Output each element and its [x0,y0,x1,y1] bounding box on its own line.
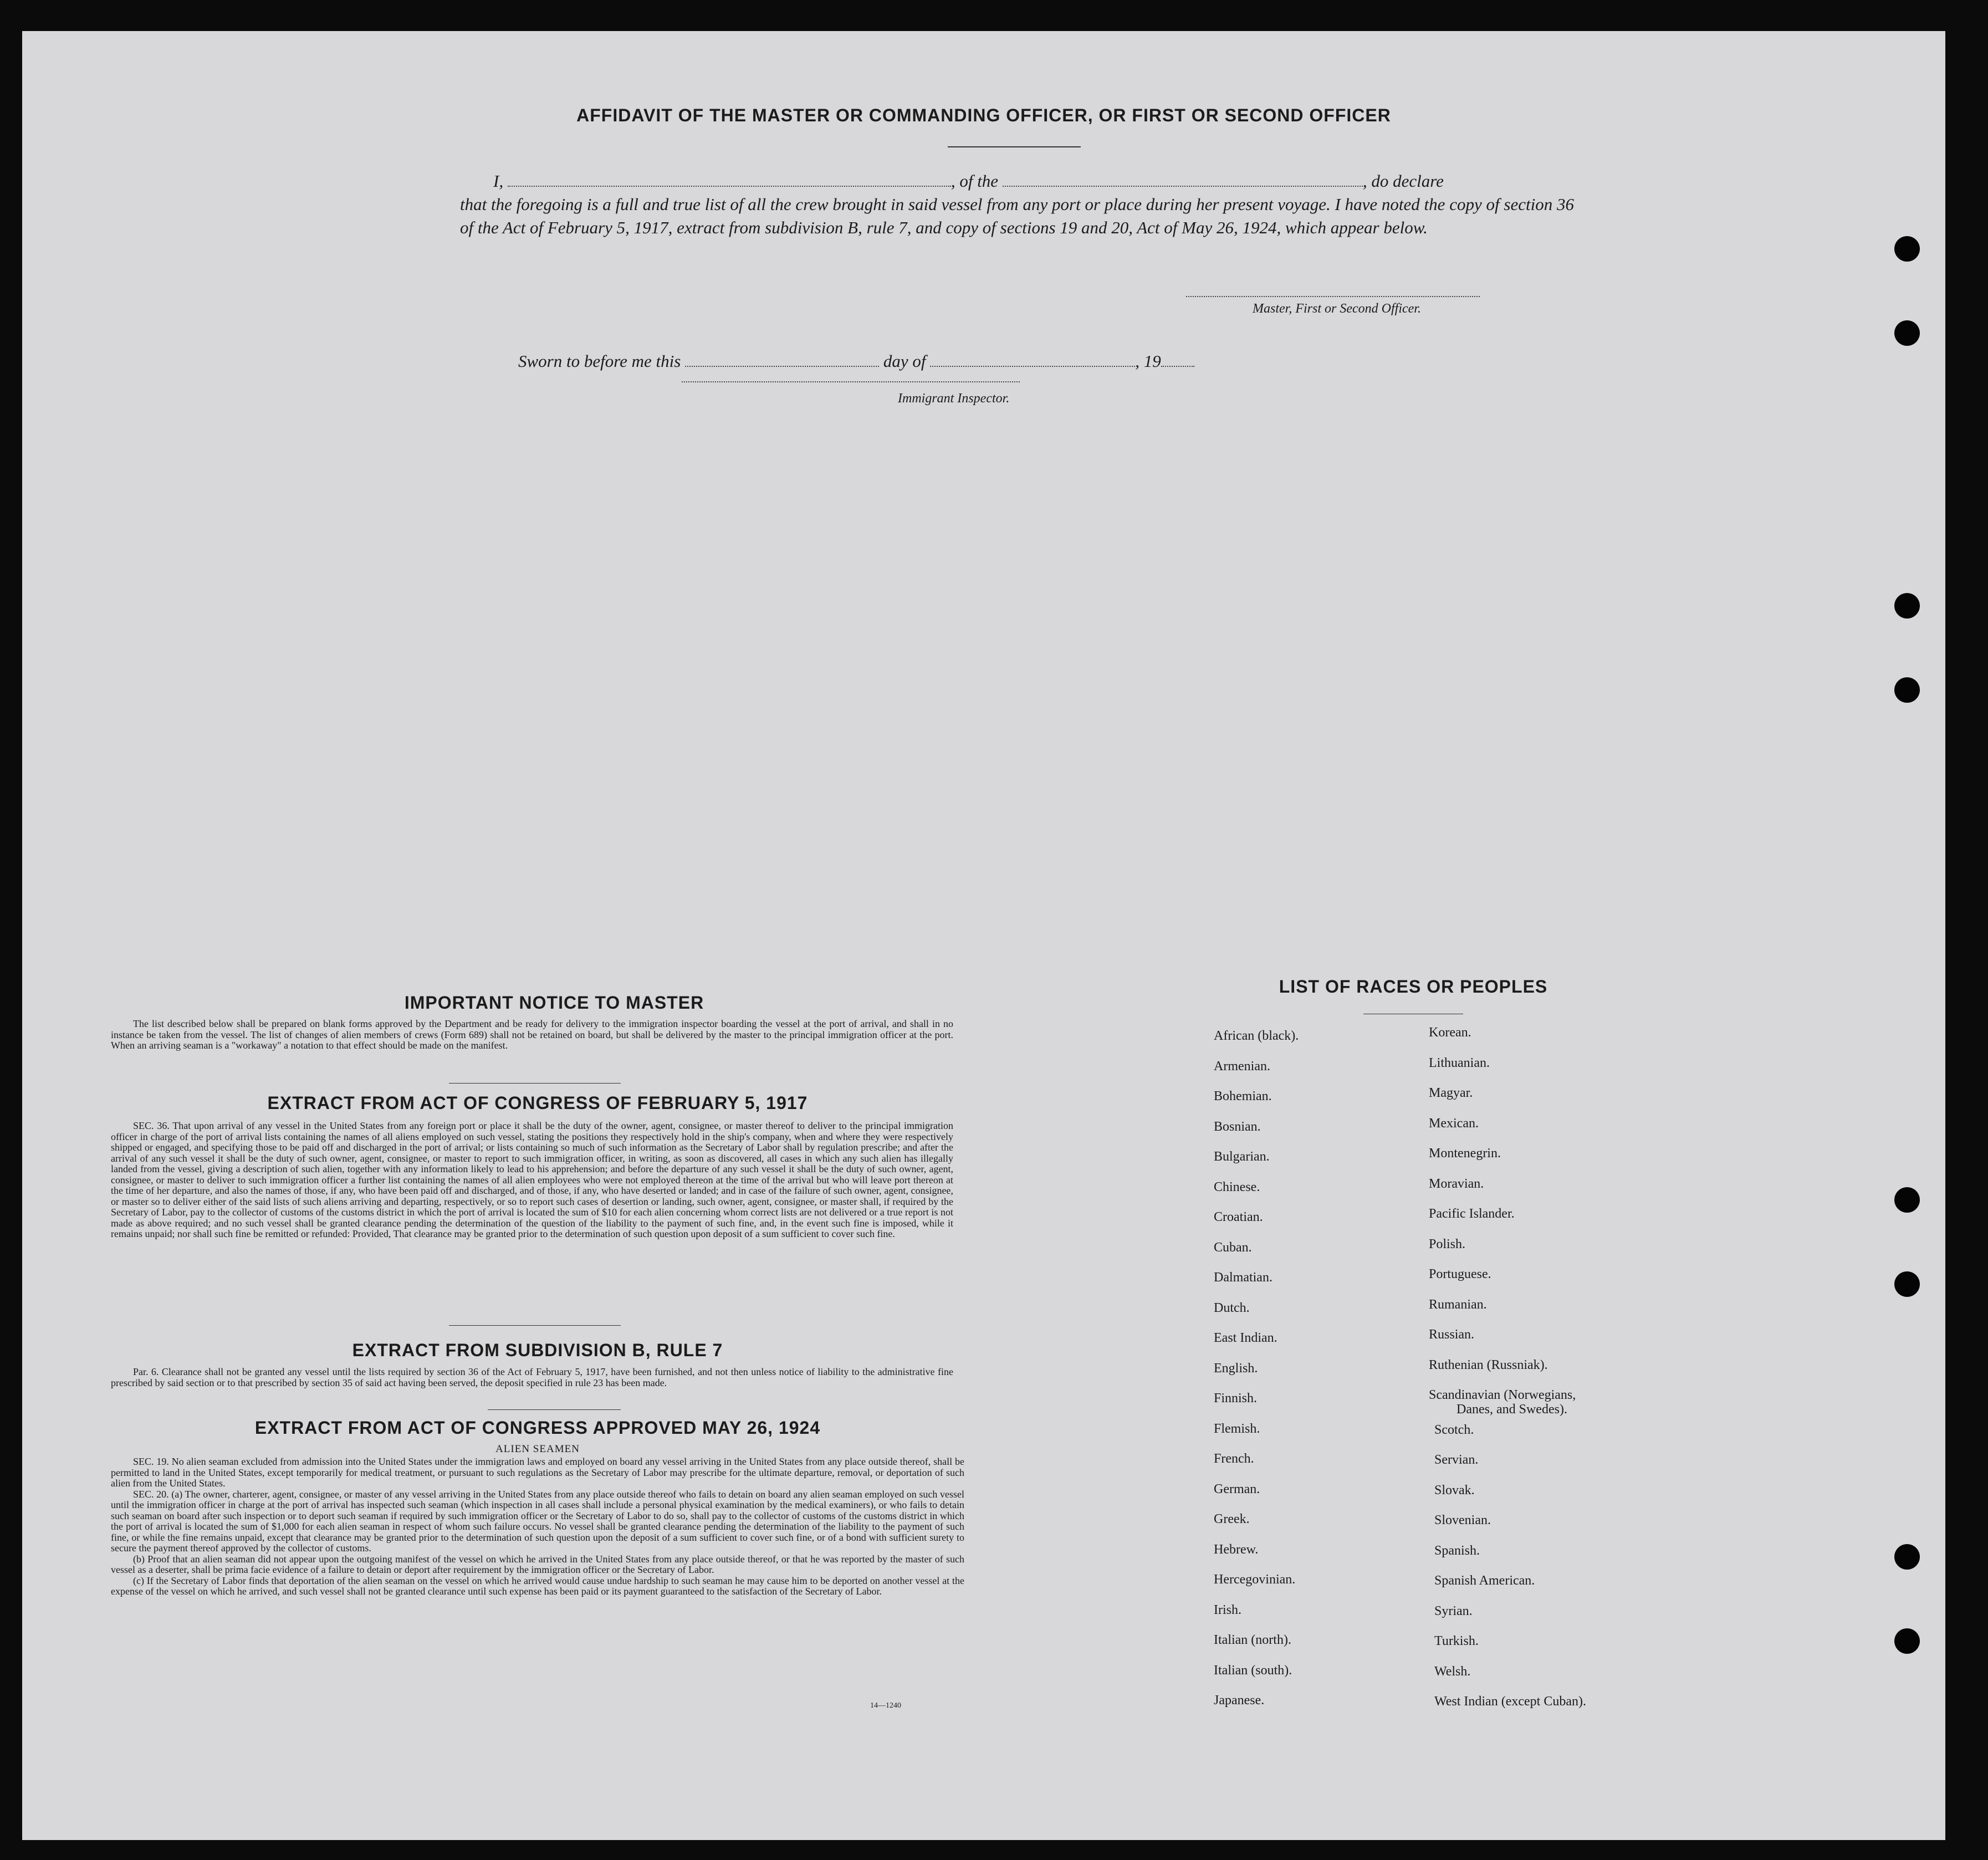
year-label: , 19 [1135,351,1161,371]
form-number: 14—1240 [870,1701,901,1710]
race-item: Irish. [1214,1602,1241,1617]
race-item: Magyar. [1429,1086,1473,1100]
race-item: Italian (south). [1214,1663,1292,1678]
punch-hole [1894,236,1920,262]
extract-1924-subtitle: ALIEN SEAMEN [495,1443,580,1455]
punch-hole [1894,1544,1920,1570]
inspector-signature-line[interactable] [682,381,1020,382]
race-item: Slovak. [1434,1483,1475,1498]
race-item: Bohemian. [1214,1089,1272,1103]
sec-20c-text: (c) If the Secretary of Labor finds that deportation of the alien seaman on the vessel on which he arrived would cause undue hardship to such seaman he may cause him to be deported on another vessel at the expense of the vessel on which he arrived, and such vessel shall not be granted clearance until such expense has been paid or its payment guaranteed to the satisfaction of the Secretary of Labor. [111,1575,964,1597]
races-title: LIST OF RACES OR PEOPLES [1279,977,1548,997]
race-item: Portuguese. [1429,1267,1491,1281]
affidavit-declaration [460,170,1574,239]
name-blank[interactable] [508,173,951,187]
race-item: Scandinavian (Norwegians, [1429,1388,1576,1402]
sec-19-text: SEC. 19. No alien seaman excluded from admission into the United States under the immigration laws and employed on board any vessel arriving in the United States from any place outside thereof, shall be permitted to land in the United States, except temporarily for medical treatment, or pursuant to such regulations as the Secretary of Labor may prescribe for the ultimate departure, removal, or deportation of such alien from the United States. [111,1456,964,1489]
of-the-label: , of the [950,171,999,191]
race-item: Welsh. [1434,1664,1471,1679]
race-item: Spanish. [1434,1543,1480,1558]
divider [488,1409,621,1410]
race-item: Dutch. [1214,1300,1250,1315]
title-divider [948,146,1081,147]
race-item: Montenegrin. [1429,1146,1501,1161]
document-page [22,31,1945,1840]
race-item: Moravian. [1429,1176,1484,1191]
race-item: Scotch. [1434,1422,1474,1437]
race-item: Hebrew. [1214,1542,1259,1557]
race-item: Mexican. [1429,1116,1479,1131]
race-item: Syrian. [1434,1603,1473,1618]
race-item: Flemish. [1214,1421,1260,1436]
notice-title: IMPORTANT NOTICE TO MASTER [404,993,704,1013]
race-item: Spanish American. [1434,1573,1535,1588]
race-item: Servian. [1434,1453,1479,1467]
race-item: Cuban. [1214,1240,1252,1255]
race-item: Armenian. [1214,1059,1270,1074]
race-item: Pacific Islander. [1429,1207,1515,1221]
do-declare-label: , do declare [1362,171,1444,191]
race-item: East Indian. [1214,1331,1277,1345]
race-item: Hercegovinian. [1214,1572,1296,1587]
sec-20a-text: SEC. 20. (a) The owner, charterer, agent, consignee, or master of any vessel arriving in the United States from any place outside thereof who fails to detain on board any alien seaman employed on such vessel until the immigration officer in charge at the port of arrival has inspected such seaman (which inspection in all cases shall include a personal physical examination by the medical examiners), or who fails to detain such seaman on board after such inspection or to deport such seaman if required by such immigration officer or the Secretary of Labor to do so, shall pay to the collector of customs of the customs district in which the port of arrival is located the sum of $1,000 for each alien seaman in respect of whom such failure occurs. No vessel shall be granted clearance pending the determination of the liability to the payment of such fine, or while the fine remains unpaid, except that clearance may be granted prior to the determination of such question upon the deposit of a sum sufficient to cover such fine, or of a bond with sufficient surety to secure the payment thereof approved by the collector of customs. [111,1488,964,1554]
punch-hole [1894,593,1920,619]
race-item: African (black). [1214,1029,1299,1043]
race-item: German. [1214,1481,1260,1496]
sworn-month-blank[interactable] [930,354,1135,367]
extract-rule7-title: EXTRACT FROM SUBDIVISION B, RULE 7 [352,1340,723,1360]
sworn-year-blank[interactable] [1161,354,1194,367]
affidavit-title: AFFIDAVIT OF THE MASTER OR COMMANDING OFFICER, OR FIRST OR SECOND OFFICER [576,105,1391,125]
day-of-label: day of [883,351,926,371]
race-item: Polish. [1429,1236,1466,1251]
vessel-blank[interactable] [1003,173,1363,187]
sworn-line [518,351,1194,371]
race-item: Ruthenian (Russniak). [1429,1357,1548,1372]
race-item: Rumanian. [1429,1297,1487,1312]
race-item: Korean. [1429,1025,1471,1040]
race-item: Bosnian. [1214,1119,1261,1134]
punch-hole [1894,1187,1920,1213]
sworn-day-blank[interactable] [685,354,879,367]
sworn-label: Sworn to before me this [518,351,681,371]
race-item: English. [1214,1361,1258,1376]
race-item: Turkish. [1434,1634,1479,1648]
extract-1917-title: EXTRACT FROM ACT OF CONGRESS OF FEBRUARY 5, 1917 [267,1093,808,1113]
race-item: Russian. [1429,1327,1475,1342]
punch-hole [1894,677,1920,703]
race-item: Greek. [1214,1512,1250,1526]
race-item: Slovenian. [1434,1513,1491,1527]
punch-hole [1894,1271,1920,1297]
race-item: Croatian. [1214,1210,1263,1224]
divider [449,1325,621,1326]
divider [449,1083,621,1084]
race-item: Japanese. [1214,1693,1265,1708]
race-item: West Indian (except Cuban). [1434,1694,1586,1709]
master-signature-line[interactable] [1186,296,1480,297]
sec-20b-text: (b) Proof that an alien seaman did not appear upon the outgoing manifest of the vessel on which he arrived in the United States from any place outside thereof, or that he was reported by the master of such vessel as a deserter, shall be prima facie evidence of a failure to detain or deport after requirement by the immigration officer or the Secretary of Labor. [111,1553,964,1575]
punch-hole [1894,1628,1920,1654]
master-signature-caption: Master, First or Second Officer. [1253,302,1421,316]
inspector-caption: Immigrant Inspector. [898,391,1010,406]
race-item: Finnish. [1214,1391,1258,1406]
race-item: Lithuanian. [1429,1055,1490,1070]
extract-1917-text: SEC. 36. That upon arrival of any vessel in the United States from any foreign port or place it shall be the duty of the owner, agent, consignee, or master thereof to deliver to the principal immigration officer in charge of the port of arrival lists containing the names of all aliens employed on such vessel, stating the positions they respectively hold in the ship's company, when and where they were respectively shipped or engaged, and specifying those to be paid off and discharged in the port of arrival; or lists containing so much of such information as the Secretary of Labor shall by regulation prescribe; and after the arrival of any such vessel it shall be the duty of such owner, agent, consignee, or master to report to such immigration officer, in writing, as soon as discovered, all cases in which any such alien has illegally landed from the vessel, giving a description of such alien, together with any information likely to lead to his apprehension; and before the departure of any such vessel it shall be the duty of such owner, agent, consignee, or master to deliver to such immigration officer a further list containing the names of all alien employees who were not employed thereon at the time of the arrival but who will leave port thereon at the time of her departure, and also the names of those, if any, who have been paid off and discharged, and of those, if any, who have deserted or landed; and in case of the failure of such owner, agent, consignee, or master so to deliver either of the said lists of such aliens arriving and departing, respectively, or so to report such cases of desertion or landing, such owner, agent, consignee, or master shall, if required by the Secretary of Labor, pay to the collector of customs of the customs district in which the port of arrival is located the sum of $10 for each alien concerning whom correct lists are not delivered or a true report is not made as above required; and no such vessel shall be granted clearance pending the determination of the question of the liability to the payment of such fine, and, in the event such fine is imposed, while it remains unpaid; nor shall such fine be remitted or refunded: Provided, That clearance may be granted prior to the determination of such question upon deposit of a sum sufficient to cover such fine. [111,1120,953,1239]
race-item: French. [1214,1452,1254,1466]
declaration-text: that the foregoing is a full and true list of all the crew brought in said vessel from any port or place during her present voyage. I have noted the copy of section 36 of the Act of February 5, 1917, extract from subdivision B, rule 7, and copy of sections 19 and 20, Act of May 26, 1924, which appear below. [460,195,1574,237]
punch-hole [1894,320,1920,346]
race-item: Dalmatian. [1214,1270,1272,1285]
notice-text: The list described below shall be prepared on blank forms approved by the Department and be ready for delivery to the immigration inspector boarding the vessel at the port of arrival, and shall in no instance be taken from the vessel. The list of changes of alien members of crews (Form 689) shall not be retained on board, but shall be delivered by the master to the principal immigration officer at the port. When an arriving seaman is a "workaway" a notation to that effect should be made on the manifest. [111,1018,953,1051]
race-item: Chinese. [1214,1179,1260,1194]
i-label: I, [493,171,504,191]
race-item: Bulgarian. [1214,1149,1270,1164]
extract-rule7-text: Par. 6. Clearance shall not be granted any vessel until the lists required by section 36 of the Act of February 5, 1917, have been furnished, and not then unless notice of liability to the administrative fine prescribed by said section or to that prescribed by section 35 of said act having been served, the deposit specified in rule 23 has been made. [111,1366,953,1388]
extract-1924-title: EXTRACT FROM ACT OF CONGRESS APPROVED MAY 26, 1924 [254,1418,821,1438]
race-item: Danes, and Swedes). [1456,1402,1567,1417]
race-item: Italian (north). [1214,1633,1291,1647]
extract-1924-body [111,1457,964,1597]
